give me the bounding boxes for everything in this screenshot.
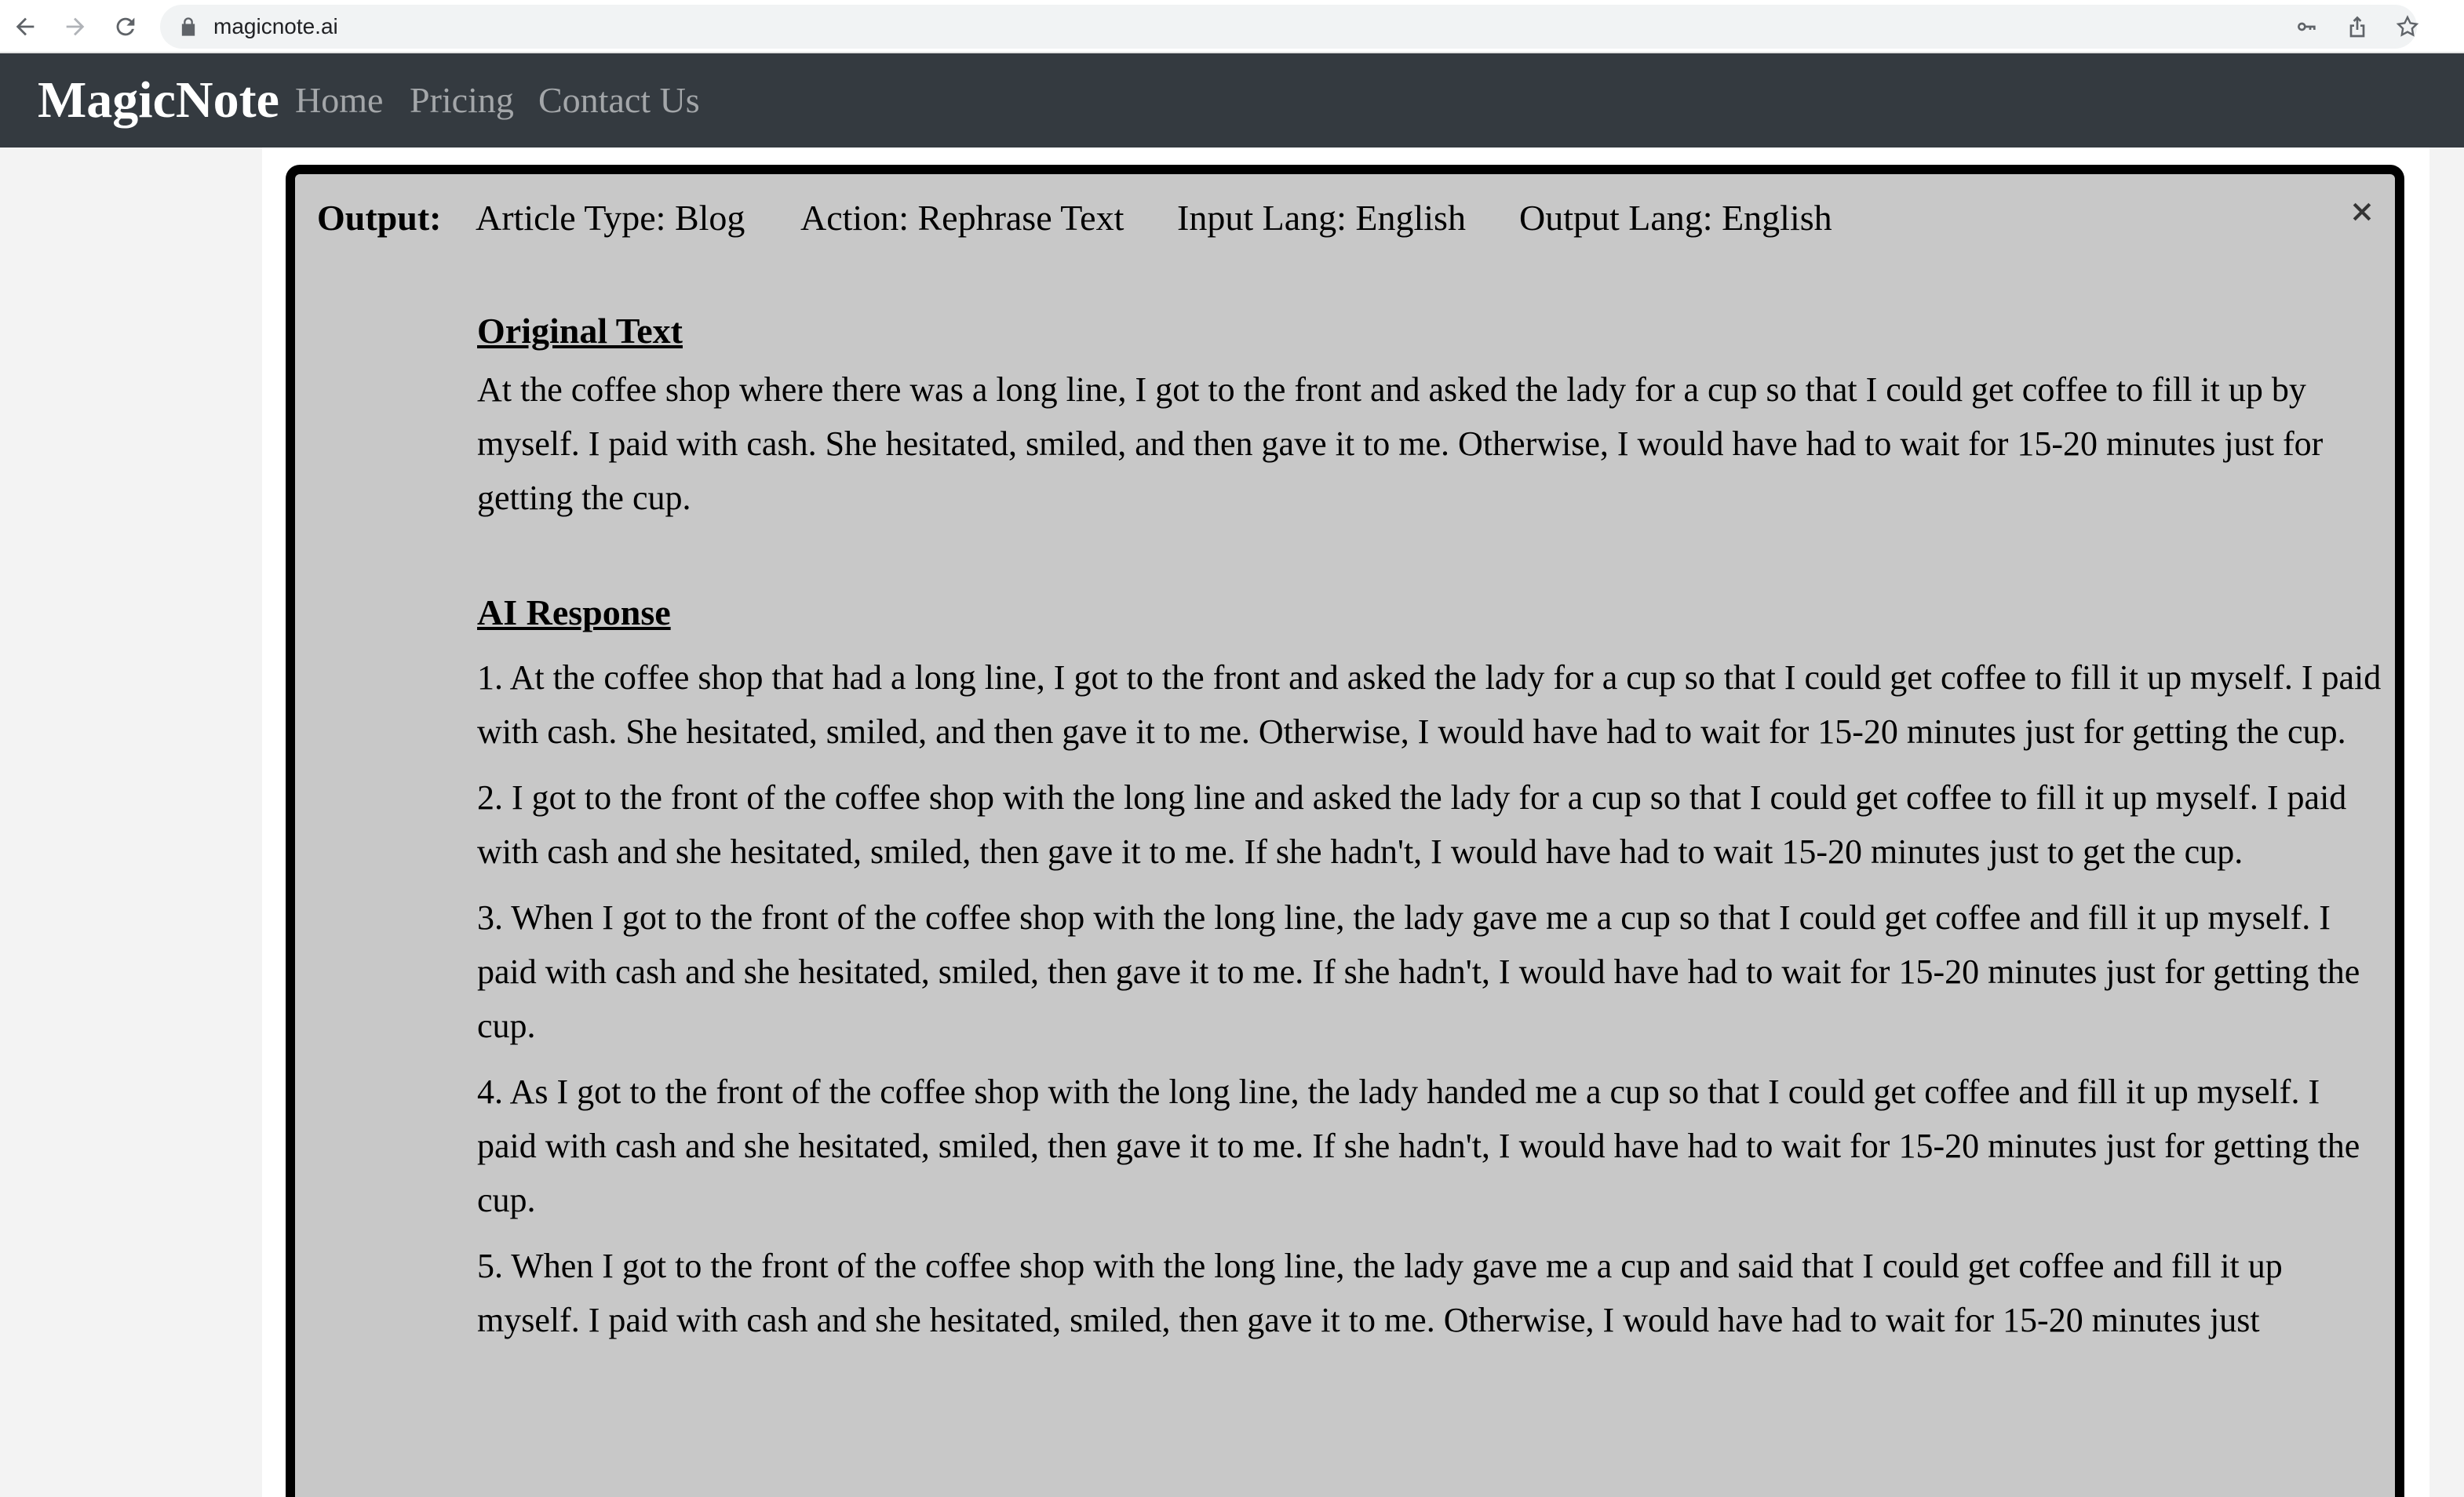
page-content	[0, 148, 2464, 1497]
output-language: Output Lang: English	[1519, 198, 1832, 238]
ai-response-heading: AI Response	[477, 592, 671, 632]
key-icon[interactable]	[2290, 9, 2324, 44]
output-content	[477, 308, 2384, 1359]
left-gutter	[0, 148, 262, 1497]
forward-arrow-icon[interactable]	[56, 8, 94, 46]
ai-response-item: 1. At the coffee shop that had a long line, I got to the front and asked the lady for a cup so that I could get coffee to fill it up myself. I paid with cash. She hesitated, smiled, and then gave it to me. Otherwise, I would have had to wait for 15-20 minutes just for getting the cup.	[477, 658, 2382, 751]
lock-icon	[177, 16, 199, 38]
nav-link-pricing[interactable]: Pricing	[410, 80, 514, 120]
ai-response-item: 2. I got to the front of the coffee shop with the long line and asked the lady for a cup so that I could get coffee to fill it up myself. I paid with cash and she hesitated, smiled, then gave it to me. If she hadn't, I would have had to wait 15-20 minutes just to get the cup.	[477, 778, 2347, 871]
input-language: Input Lang: English	[1177, 198, 1466, 238]
output-panel	[286, 165, 2404, 1497]
share-icon[interactable]	[2340, 9, 2375, 44]
action-type: Action: Rephrase Text	[800, 198, 1124, 238]
close-icon	[2351, 201, 2373, 223]
ai-response-item: 3. When I got to the front of the coffee shop with the long line, the lady gave me a cup so that I could get coffee and fill it up myself. I paid with cash and she hesitated, smiled, then gave it to me. If she hadn't, I would have had to wait for 15-20 minutes just for getting the cup.	[477, 898, 2360, 1045]
reload-icon[interactable]	[107, 8, 144, 46]
right-gutter	[2429, 148, 2464, 1497]
browser-toolbar	[0, 0, 2464, 53]
article-type: Article Type: Blog	[476, 198, 745, 238]
back-arrow-icon[interactable]	[6, 8, 44, 46]
url-text: magicnote.ai	[213, 14, 338, 38]
nav-link-contact-us[interactable]: Contact Us	[538, 80, 700, 120]
ai-response-item: 4. As I got to the front of the coffee shop with the long line, the lady handed me a cup so that I could get coffee and fill it up myself. I paid with cash and she hesitated, smiled, then gave it to me. If she hadn't, I would have had to wait for 15-20 minutes just for getting the cup.	[477, 1073, 2360, 1219]
star-icon[interactable]	[2390, 9, 2425, 44]
output-label: Output:	[317, 198, 442, 238]
nav-link-home[interactable]: Home	[295, 80, 384, 120]
original-text-body: At the coffee shop where there was a long line, I got to the front and asked the lady for a cup so that I could get coffee to fill it up by myself. I paid with cash. She hesitated, smiled, and then gave it to me. Otherwise, I would have had to wait for 15-20 minutes just for getting the cup.	[477, 370, 2324, 517]
close-button[interactable]	[2346, 196, 2378, 228]
address-bar[interactable]	[160, 5, 2417, 49]
original-text-heading: Original Text	[477, 311, 683, 351]
ai-response-item: 5. When I got to the front of the coffee shop with the long line, the lady gave me a cup and said that I could get coffee and fill it up myself. I paid with cash and she hesitated, smiled, then gave it to me. Otherwise, I would have had to wait for 15-20 minutes just	[477, 1247, 2283, 1339]
brand-logo[interactable]: MagicNote	[38, 71, 279, 129]
site-navbar	[0, 53, 2464, 148]
